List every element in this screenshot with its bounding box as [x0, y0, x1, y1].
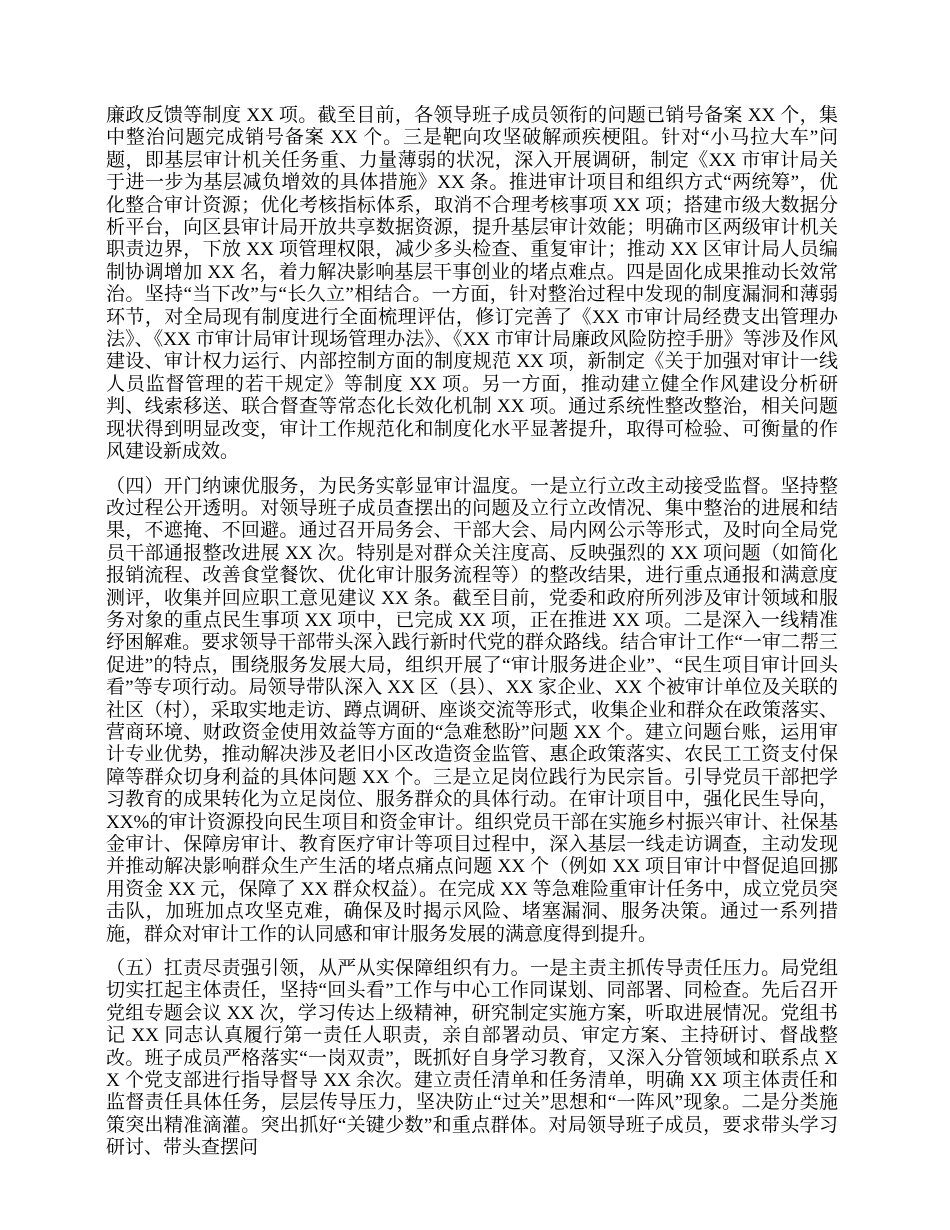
paragraph-section-4: （四）开门纳谏优服务，为民务实彰显审计温度。一是立行立改主动接受监督。坚持整改过程公开透明。对领导班子成员查摆出的问题及立行立改情况、集中整治的进展和结果，不遮掩、不回避。通过召开局务会、干部大会、局内网公示等形式，及时向全局党员干部通报整改进展 XX 次。特别是对群众关注度高、反映强烈的 XX 项问题（如简化报销流程、改善食堂餐饮、优化审计服务流程等）的整改结果，进行重点通报和满意度测评，收集并回应职工意见建议 XX 条。截至目前，党委和政府所列涉及审计领域和服务对象的重点民生事项 XX 项中，已完成 XX 项，正在推进 XX 项。二是深入一线精准纾困解难。要求领导干部带头深入践行新时代党的群众路线。结合审计工作“一审二帮三促进”的特点，围绕服务发展大局，组织开展了“审计服务进企业”、“民生项目审计回头看”等专项行动。局领导带队深入 XX 区（县）、XX 家企业、XX 个被审计单位及关联的社区（村），采取实地走访、蹲点调研、座谈交流等形式，收集企业和群众在政策落实、营商环境、财政资金使用效益等方面的“急难愁盼”问题 XX 个。建立问题台账，运用审计专业优势，推动解决涉及老旧小区改造资金监管、惠企政策落实、农民工工资支付保障等群众切身利益的具体问题 XX 个。三是立足岗位践行为民宗旨。引导党员干部把学习教育的成果转化为立足岗位、服务群众的具体行动。在审计项目中，强化民生导向，XX%的审计资源投向民生项目和资金审计。组织党员干部在实施乡村振兴审计、社保基金审计、保障房审计、教育医疗审计等项目过程中，深入基层一线走访调查，主动发现并推动解决影响群众生产生活的堵点痛点问题 XX 个（例如 XX 项目审计中督促追回挪用资金 XX 元，保障了 XX 群众权益）。在完成 XX 等急难险重审计任务中，成立党员突击队，加班加点攻坚克难，确保及时揭示风险、堵塞漏洞、服务决策。通过一系列措施，群众对审计工作的认同感和审计服务发展的满意度得到提升。: [106, 475, 838, 945]
paragraph-section-5: （五）扛责尽责强引领，从严从实保障组织有力。一是主责主抓传导责任压力。局党组切实扛起主体责任，坚持“回头看”工作与中心工作同谋划、同部署、同检查。先后召开党组专题会议 XX 次，学习传达上级精神，研究制定实施方案，听取进展情况。党组书记 XX 同志认真履行第一责任人职责，亲自部署动员、审定方案、主持研讨、督战整改。班子成员严格落实“一岗双责”，既抓好自身学习教育，又深入分管领域和联系点 XX 个党支部进行指导督导 XX 余次。建立责任清单和任务清单，明确 XX 项主体责任和监督责任具体任务，层层传导压力，坚决防止“过关”思想和“一阵风”现象。二是分类施策突出精准滴灌。突出抓好“关键少数”和重点群体。对局领导班子成员，要求带头学习研讨、带头查摆问: [106, 958, 838, 1159]
paragraph-continued: 廉政反馈等制度 XX 项。截至目前，各领导班子成员领衔的问题已销号备案 XX 个，集中整治问题完成销号备案 XX 个。三是靶向攻坚破解顽疾梗阻。针对“小马拉大车”问题，即基层审计机关任务重、力量薄弱的状况，深入开展调研，制定《XX 市审计局关于进一步为基层减负增效的具体措施》XX 条。推进审计项目和组织方式“两统筹”，优化整合审计资源；优化考核指标体系，取消不合理考核事项 XX 项；搭建市级大数据分析平台，向区县审计局开放共享数据资源，提升基层审计效能；明确市区两级审计机关职责边界，下放 XX 项管理权限，减少多头检查、重复审计；推动 XX 区审计局人员编制协调增加 XX 名，着力解决影响基层干事创业的堵点难点。四是固化成果推动长效常治。坚持“当下改”与“长久立”相结合。一方面，针对整治过程中发现的制度漏洞和薄弱环节，对全局现有制度进行全面梳理评估，修订完善了《XX 市审计局经费支出管理办法》、《XX 市审计局审计现场管理办法》、《XX 市审计局廉政风险防控手册》等涉及作风建设、审计权力运行、内部控制方面的制度规范 XX 项，新制定《关于加强对审计一线人员监督管理的若干规定》等制度 XX 项。另一方面，推动建立健全作风建设分析研判、线索移送、联合督查等常态化长效化机制 XX 项。通过系统性整改整治，相关问题现状得到明显改变，审计工作规范化和制度化水平显著提升，取得可检验、可衡量的作风建设新成效。: [106, 105, 838, 463]
document-body: [106, 105, 838, 1160]
